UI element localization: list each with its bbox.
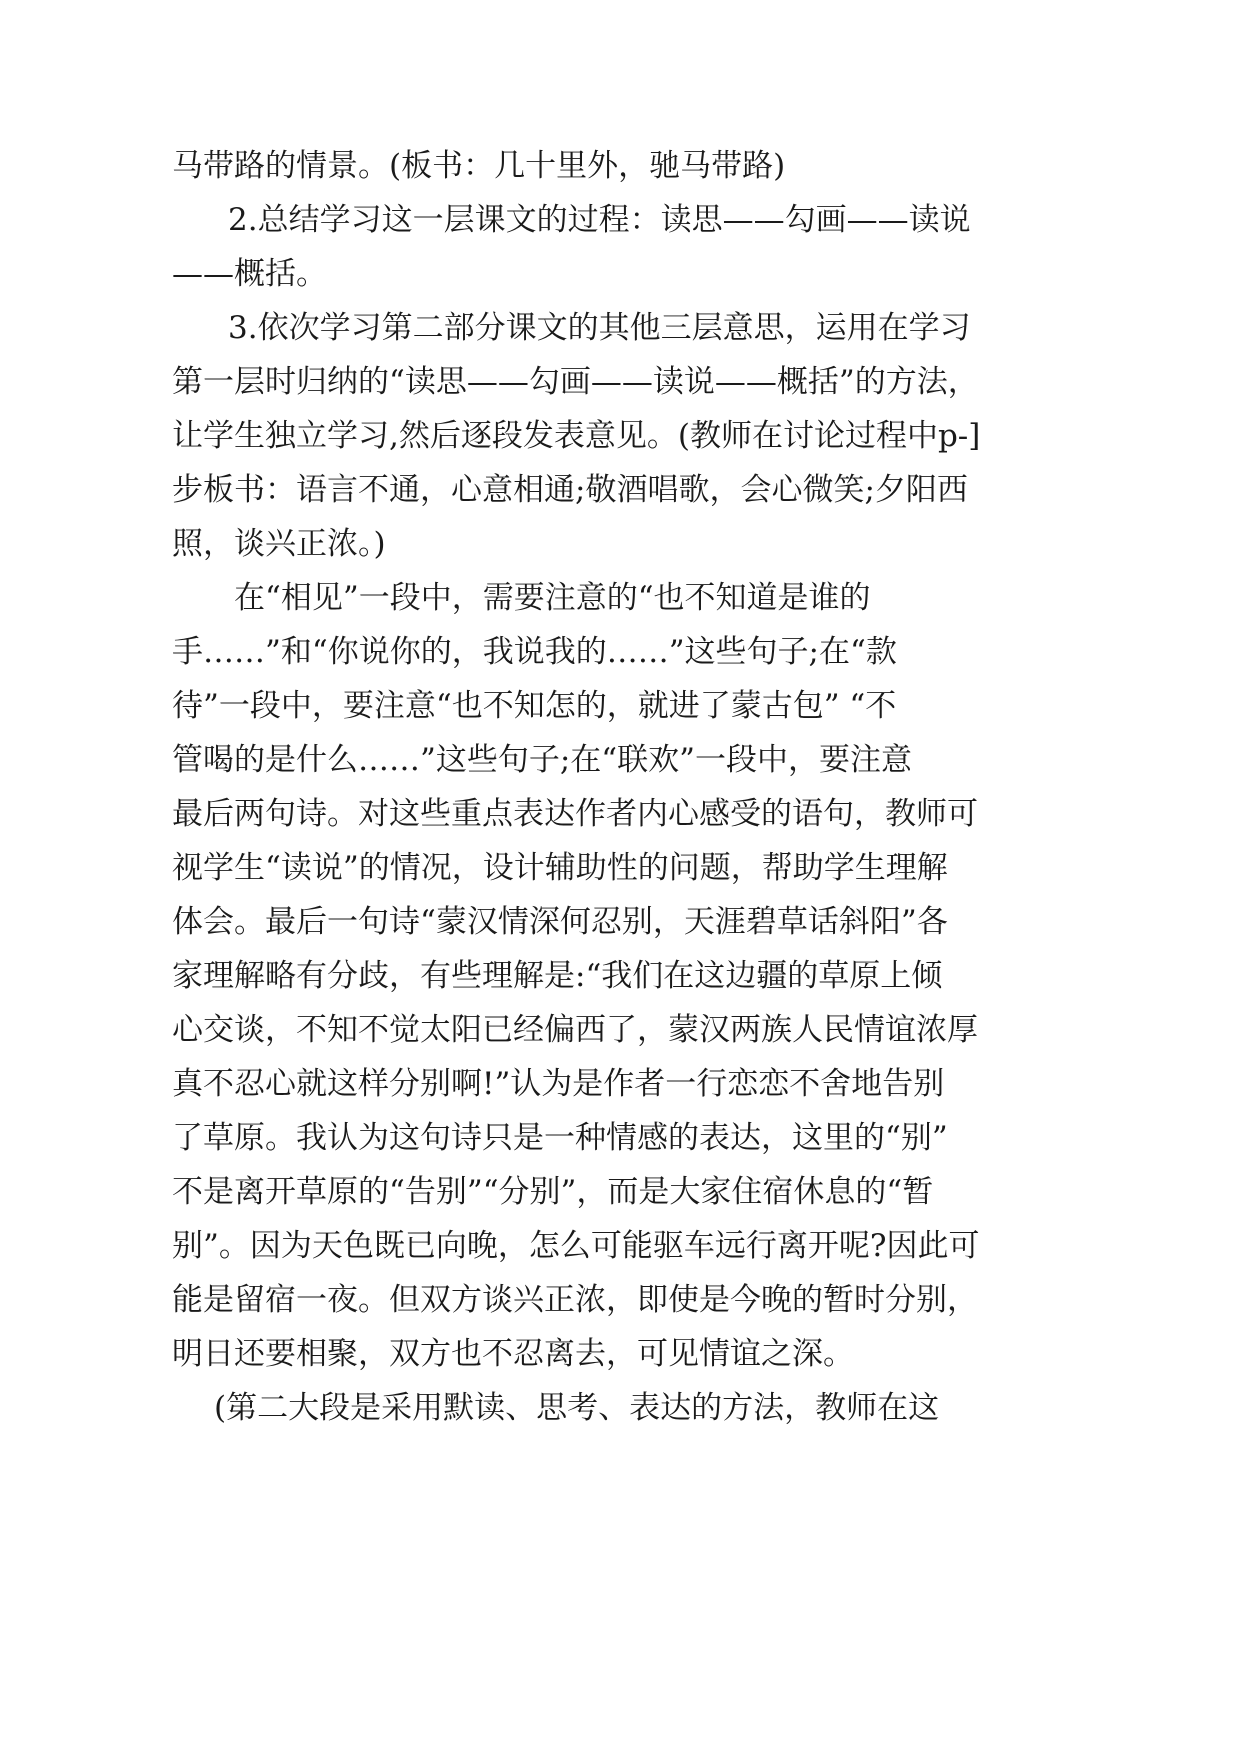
text-line [0, 730, 1241, 790]
line-text: 不是离开草原的“告别”“分别”，而是大家住宿休息的“暂 [172, 1174, 934, 1210]
text-line [0, 946, 1241, 1006]
text-line [0, 676, 1241, 736]
line-text: 能是留宿一夜。但双方谈兴正浓，即使是今晚的暂时分别， [172, 1282, 978, 1318]
text-line [0, 406, 1241, 466]
line-text: 第一层时归纳的“读思——勾画——读说——概括”的方法， [172, 364, 979, 400]
text-line [0, 568, 1241, 628]
line-text: 手……”和“你说你的，我说我的……”这些句子;在“款 [172, 634, 897, 670]
line-text: 真不忍心就这样分别啊!”认为是作者一行恋恋不舍地告别 [172, 1066, 945, 1102]
line-text: 体会。最后一句诗“蒙汉情深何忍别，天涯碧草话斜阳”各 [172, 904, 948, 940]
line-text: 家理解略有分歧，有些理解是:“我们在这边疆的草原上倾 [172, 958, 943, 994]
text-line [0, 1054, 1241, 1114]
line-text: 马带路的情景。(板书：几十里外，驰马带路) [172, 148, 786, 184]
text-line [0, 244, 1241, 304]
line-text: 照，谈兴正浓。) [172, 526, 386, 562]
text-line [0, 1270, 1241, 1330]
text-line [0, 1162, 1241, 1222]
line-text: (第二大段是采用默读、思考、表达的方法，教师在这 [214, 1390, 940, 1426]
text-line [0, 622, 1241, 682]
line-text: ——概括。 [172, 256, 327, 292]
line-text: 别”。因为天色既已向晚，怎么可能驱车远行离开呢?因此可 [172, 1228, 980, 1264]
text-line [0, 1324, 1241, 1384]
line-text: 视学生“读说”的情况，设计辅助性的问题，帮助学生理解 [172, 850, 948, 886]
line-text: 在“相见”一段中，需要注意的“也不知道是谁的 [234, 580, 871, 616]
line-text: 明日还要相聚，双方也不忍离去，可见情谊之深。 [172, 1336, 854, 1372]
text-line [0, 136, 1241, 196]
text-line [0, 1000, 1241, 1060]
line-text: 最后两句诗。对这些重点表达作者内心感受的语句，教师可 [172, 796, 978, 832]
text-line [0, 784, 1241, 844]
line-text: 步板书：语言不通，心意相通;敬酒唱歌，会心微笑;夕阳西 [172, 472, 968, 508]
text-line [0, 1216, 1241, 1276]
text-line [0, 838, 1241, 898]
line-text: 心交谈，不知不觉太阳已经偏西了，蒙汉两族人民情谊浓厚 [172, 1012, 978, 1048]
line-text: 3.依次学习第二部分课文的其他三层意思，运用在学习 [228, 310, 971, 346]
text-line [0, 460, 1241, 520]
line-text: 待”一段中，要注意“也不知怎的，就进了蒙古包” “不 [172, 688, 897, 724]
text-line [0, 892, 1241, 952]
line-text: 2.总结学习这一层课文的过程：读思——勾画——读说 [228, 202, 971, 238]
text-line [0, 190, 1241, 250]
text-line [0, 1108, 1241, 1168]
line-text: 了草原。我认为这句诗只是一种情感的表达，这里的“别” [172, 1120, 948, 1156]
line-text: 让学生独立学习,然后逐段发表意见。(教师在讨论过程中p-] [172, 418, 981, 454]
text-line [0, 1378, 1241, 1438]
text-line [0, 352, 1241, 412]
text-line [0, 298, 1241, 358]
text-line [0, 514, 1241, 574]
line-text: 管喝的是什么……”这些句子;在“联欢”一段中，要注意 [172, 742, 912, 778]
